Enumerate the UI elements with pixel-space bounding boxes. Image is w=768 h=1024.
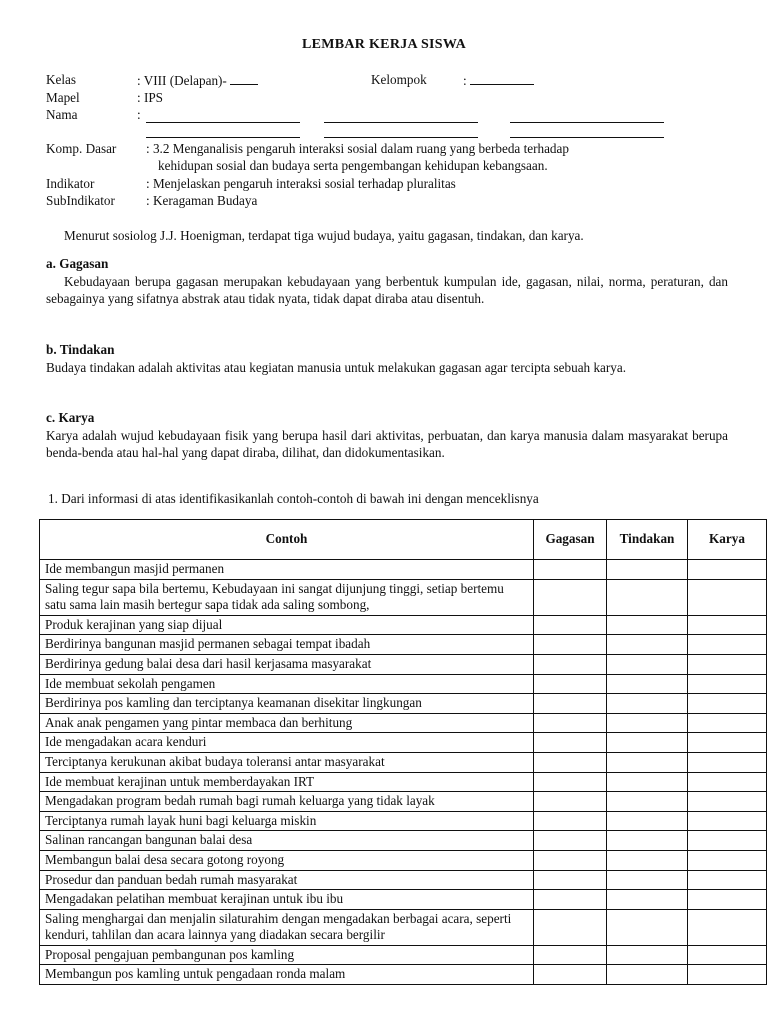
checkbox-cell-tindakan[interactable] [607,850,688,870]
checkbox-cell-tindakan[interactable] [607,694,688,714]
example-cell: Ide membuat sekolah pengamen [40,674,534,694]
checkbox-cell-karya[interactable] [688,890,767,910]
table-row [40,870,767,890]
checkbox-cell-tindakan[interactable] [607,890,688,910]
example-cell: Produk kerajinan yang siap dijual [40,615,534,635]
checkbox-cell-karya[interactable] [688,579,767,615]
table-row [40,654,767,674]
checkbox-cell-gagasan[interactable] [534,792,607,812]
example-cell: Saling tegur sapa bila bertemu, Kebudayaan ini sangat dijunjung tinggi, setiap bertemu satu sama lain masih bertegur sapa tidak ada saling sombong, [40,579,534,615]
table-row [40,560,767,580]
worksheet-table [39,519,767,985]
table-row [40,890,767,910]
kelompok-blank-line[interactable] [470,72,534,85]
table-row [40,752,767,772]
checkbox-cell-tindakan[interactable] [607,560,688,580]
subindikator-value: : Keragaman Budaya [146,193,258,208]
checkbox-cell-tindakan[interactable] [607,752,688,772]
checkbox-cell-gagasan[interactable] [534,713,607,733]
example-cell: Berdirinya gedung balai desa dari hasil kerjasama masyarakat [40,654,534,674]
checkbox-cell-gagasan[interactable] [534,870,607,890]
table-row [40,579,767,615]
table-row [40,733,767,753]
example-cell: Membangun balai desa secara gotong royong [40,850,534,870]
komp-dasar-value-line-1: : 3.2 Menganalisis pengaruh interaksi sosial dalam ruang yang berbeda terhadap [146,141,569,156]
table-row [40,792,767,812]
checkbox-cell-gagasan[interactable] [534,965,607,985]
example-cell: Saling menghargai dan menjalin silaturahim dengan mengadakan berbagai acara, seperti kenduri, tahlilan dan acara lainnya yang diadakan secara bergilir [40,909,534,945]
checkbox-cell-tindakan[interactable] [607,965,688,985]
example-cell: Membangun pos kamling untuk pengadaan ronda malam [40,965,534,985]
checkbox-cell-gagasan[interactable] [534,772,607,792]
checkbox-cell-karya[interactable] [688,909,767,945]
checkbox-cell-tindakan[interactable] [607,870,688,890]
komp-dasar-value-line-2: kehidupan sosial dan budaya serta pengembangan kehidupan kebangsaan. [158,158,548,173]
table-row [40,772,767,792]
checkbox-cell-karya[interactable] [688,615,767,635]
kelompok-field [463,72,534,89]
table-row [40,965,767,985]
table-header-row [40,520,767,560]
section-b-heading: b. Tindakan [46,342,115,357]
table-row [40,615,767,635]
checkbox-cell-gagasan[interactable] [534,674,607,694]
komp-dasar-label: Komp. Dasar [46,141,117,156]
header-gagasan: Gagasan [534,520,607,560]
example-cell: Ide mengadakan acara kenduri [40,733,534,753]
section-b-text: Budaya tindakan adalah aktivitas atau kegiatan manusia untuk melakukan gagasan agar tercipta sebuah karya. [46,360,627,375]
checkbox-cell-gagasan[interactable] [534,579,607,615]
checkbox-cell-karya[interactable] [688,870,767,890]
checkbox-cell-karya[interactable] [688,752,767,772]
example-cell: Ide membuat kerajinan untuk memberdayakan IRT [40,772,534,792]
example-cell: Terciptanya kerukunan akibat budaya toleransi antar masyarakat [40,752,534,772]
checkbox-cell-gagasan[interactable] [534,831,607,851]
nama-blank-line-5[interactable] [324,125,478,138]
kelompok-colon: : [463,73,467,88]
checkbox-cell-karya[interactable] [688,811,767,831]
checkbox-cell-tindakan[interactable] [607,811,688,831]
table-row [40,713,767,733]
example-cell: Mengadakan program bedah rumah bagi rumah keluarga yang tidak layak [40,792,534,812]
example-cell: Proposal pengajuan pembangunan pos kamling [40,945,534,965]
indikator-value: : Menjelaskan pengaruh interaksi sosial terhadap pluralitas [146,176,456,191]
table-row [40,850,767,870]
checkbox-cell-karya[interactable] [688,635,767,655]
checkbox-cell-gagasan[interactable] [534,909,607,945]
checkbox-cell-gagasan[interactable] [534,850,607,870]
header-tindakan: Tindakan [607,520,688,560]
example-cell: Prosedur dan panduan bedah rumah masyarakat [40,870,534,890]
question-1: 1. Dari informasi di atas identifikasikanlah contoh-contoh di bawah ini dengan menceklisnya [48,491,539,506]
nama-label: Nama [46,107,78,122]
checkbox-cell-gagasan[interactable] [534,733,607,753]
checkbox-cell-tindakan[interactable] [607,772,688,792]
example-cell: Anak anak pengamen yang pintar membaca dan berhitung [40,713,534,733]
checkbox-cell-karya[interactable] [688,792,767,812]
kelas-blank-line[interactable] [230,72,258,85]
checkbox-cell-tindakan[interactable] [607,674,688,694]
checkbox-cell-karya[interactable] [688,694,767,714]
table-row [40,635,767,655]
example-cell: Terciptanya rumah layak huni bagi keluarga miskin [40,811,534,831]
checkbox-cell-gagasan[interactable] [534,635,607,655]
checkbox-cell-gagasan[interactable] [534,694,607,714]
example-cell: Berdirinya pos kamling dan terciptanya keamanan disekitar lingkungan [40,694,534,714]
checkbox-cell-tindakan[interactable] [607,615,688,635]
checkbox-cell-tindakan[interactable] [607,792,688,812]
nama-blank-line-2[interactable] [324,110,478,123]
checkbox-cell-gagasan[interactable] [534,890,607,910]
table-row [40,674,767,694]
checkbox-cell-gagasan[interactable] [534,752,607,772]
table-body [40,560,767,985]
checkbox-cell-karya[interactable] [688,713,767,733]
section-a-text: Kebudayaan berupa gagasan merupakan kebudayaan yang berbentuk kumpulan ide, gagasan, nilai, norma, peraturan, dan sebagainya yang sifatnya abstrak atau tidak nyata, tidak dapat diraba atau disentuh. [46,274,728,307]
example-cell: Salinan rancangan bangunan balai desa [40,831,534,851]
nama-blank-line-6[interactable] [510,125,664,138]
checkbox-cell-tindakan[interactable] [607,831,688,851]
checkbox-cell-tindakan[interactable] [607,713,688,733]
mapel-label: Mapel [46,90,80,105]
checkbox-cell-karya[interactable] [688,945,767,965]
table-row [40,811,767,831]
checkbox-cell-karya[interactable] [688,674,767,694]
checkbox-cell-tindakan[interactable] [607,654,688,674]
checkbox-cell-tindakan[interactable] [607,945,688,965]
checkbox-cell-karya[interactable] [688,772,767,792]
checkbox-cell-karya[interactable] [688,965,767,985]
checkbox-cell-karya[interactable] [688,831,767,851]
checkbox-cell-karya[interactable] [688,654,767,674]
mapel-value: : IPS [137,90,164,105]
nama-colon: : [137,107,141,122]
example-cell: Berdirinya bangunan masjid permanen sebagai tempat ibadah [40,635,534,655]
checkbox-cell-tindakan[interactable] [607,635,688,655]
intro-text: Menurut sosiolog J.J. Hoenigman, terdapat tiga wujud budaya, yaitu gagasan, tindakan, dan karya. [64,228,584,243]
example-cell: Ide membangun masjid permanen [40,560,534,580]
section-a-heading: a. Gagasan [46,256,109,271]
checkbox-cell-tindakan[interactable] [607,579,688,615]
checkbox-cell-karya[interactable] [688,733,767,753]
table-row [40,945,767,965]
checkbox-cell-karya[interactable] [688,560,767,580]
document-title: LEMBAR KERJA SISWA [301,37,467,52]
header-karya: Karya [688,520,767,560]
table-row [40,909,767,945]
nama-blank-line-1[interactable] [146,110,300,123]
section-c-heading: c. Karya [46,410,95,425]
nama-blank-line-3[interactable] [510,110,664,123]
checkbox-cell-tindakan[interactable] [607,909,688,945]
kelas-value-text: : VIII (Delapan)- [137,73,231,88]
table-row [40,831,767,851]
kelas-value [137,72,258,89]
checkbox-cell-gagasan[interactable] [534,811,607,831]
kelas-label: Kelas [46,72,77,87]
section-c-text: Karya adalah wujud kebudayaan fisik yang berupa hasil dari aktivitas, perbuatan, dan karya manusia dalam masyarakat berupa benda-benda atau hal-hal yang dapat diraba, dilihat, dan didokumentasikan. [46,428,728,461]
checkbox-cell-gagasan[interactable] [534,615,607,635]
checkbox-cell-gagasan[interactable] [534,945,607,965]
checkbox-cell-gagasan[interactable] [534,654,607,674]
header-contoh: Contoh [40,520,534,560]
checkbox-cell-karya[interactable] [688,850,767,870]
example-cell: Mengadakan pelatihan membuat kerajinan untuk ibu ibu [40,890,534,910]
kelompok-label: Kelompok [371,72,427,87]
subindikator-label: SubIndikator [46,193,115,208]
checkbox-cell-gagasan[interactable] [534,560,607,580]
indikator-label: Indikator [46,176,95,191]
checkbox-cell-tindakan[interactable] [607,733,688,753]
table-row [40,694,767,714]
nama-blank-line-4[interactable] [146,125,300,138]
